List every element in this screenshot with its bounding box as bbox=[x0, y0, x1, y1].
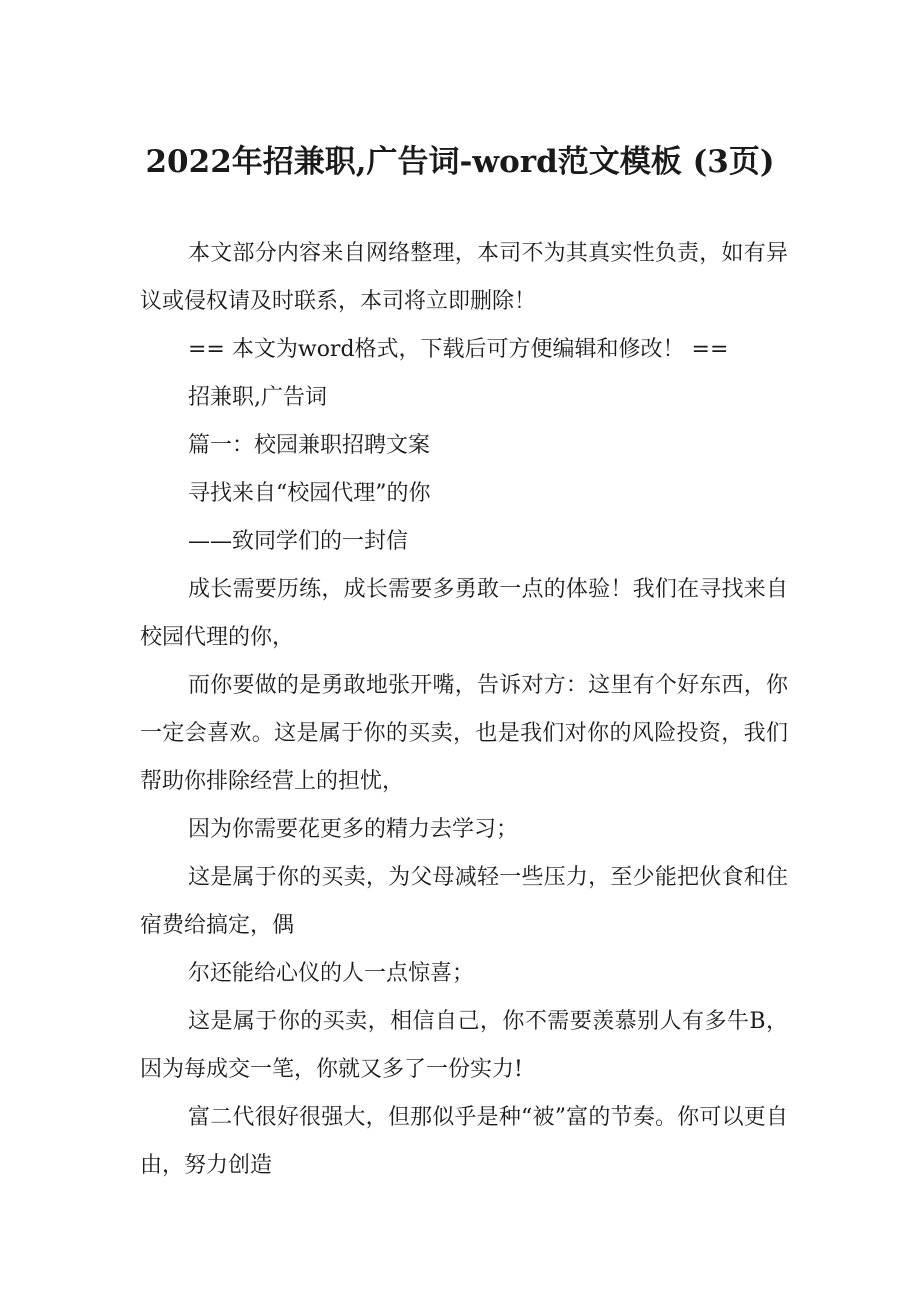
paragraph: 而你要做的是勇敢地张开嘴，告诉对方：这里有个好东西，你一定会喜欢。这是属于你的买卖，也是我们对你的风险投资，我们帮助你排除经营上的担忧， bbox=[140, 673, 788, 794]
paragraph: 因为你需要花更多的精力去学习； bbox=[188, 817, 519, 842]
paragraph: 尔还能给心仪的人一点惊喜； bbox=[188, 961, 475, 986]
letter-subtitle: ——致同学们的一封信 bbox=[188, 529, 409, 554]
paragraph: 富二代很好很强大，但那似乎是种“被”富的节奏。你可以更自由，努力创造 bbox=[140, 1105, 788, 1178]
paragraph-format-note: == 本文为word格式，下载后可方便编辑和修改！ == bbox=[188, 337, 729, 362]
letter-title: 寻找来自“校园代理”的你 bbox=[188, 481, 431, 506]
document-title: 2022年招兼职,广告词-word范文模板 (3页) bbox=[145, 144, 775, 180]
section-heading: 篇一：校园兼职招聘文案 bbox=[188, 433, 431, 458]
paragraph: 成长需要历练，成长需要多勇敢一点的体验！我们在寻找来自校园代理的你， bbox=[140, 577, 788, 650]
document-body bbox=[140, 230, 788, 1190]
paragraph-disclaimer: 本文部分内容来自网络整理，本司不为其真实性负责，如有异议或侵权请及时联系，本司将立即删除！ bbox=[140, 241, 788, 314]
paragraph: 这是属于你的买卖，相信自己，你不需要羡慕别人有多牛B，因为每成交一笔，你就又多了一份实力! bbox=[140, 1009, 788, 1082]
paragraph-topic: 招兼职,广告词 bbox=[188, 385, 327, 410]
paragraph: 这是属于你的买卖，为父母减轻一些压力，至少能把伙食和住宿费给搞定，偶 bbox=[140, 865, 788, 938]
